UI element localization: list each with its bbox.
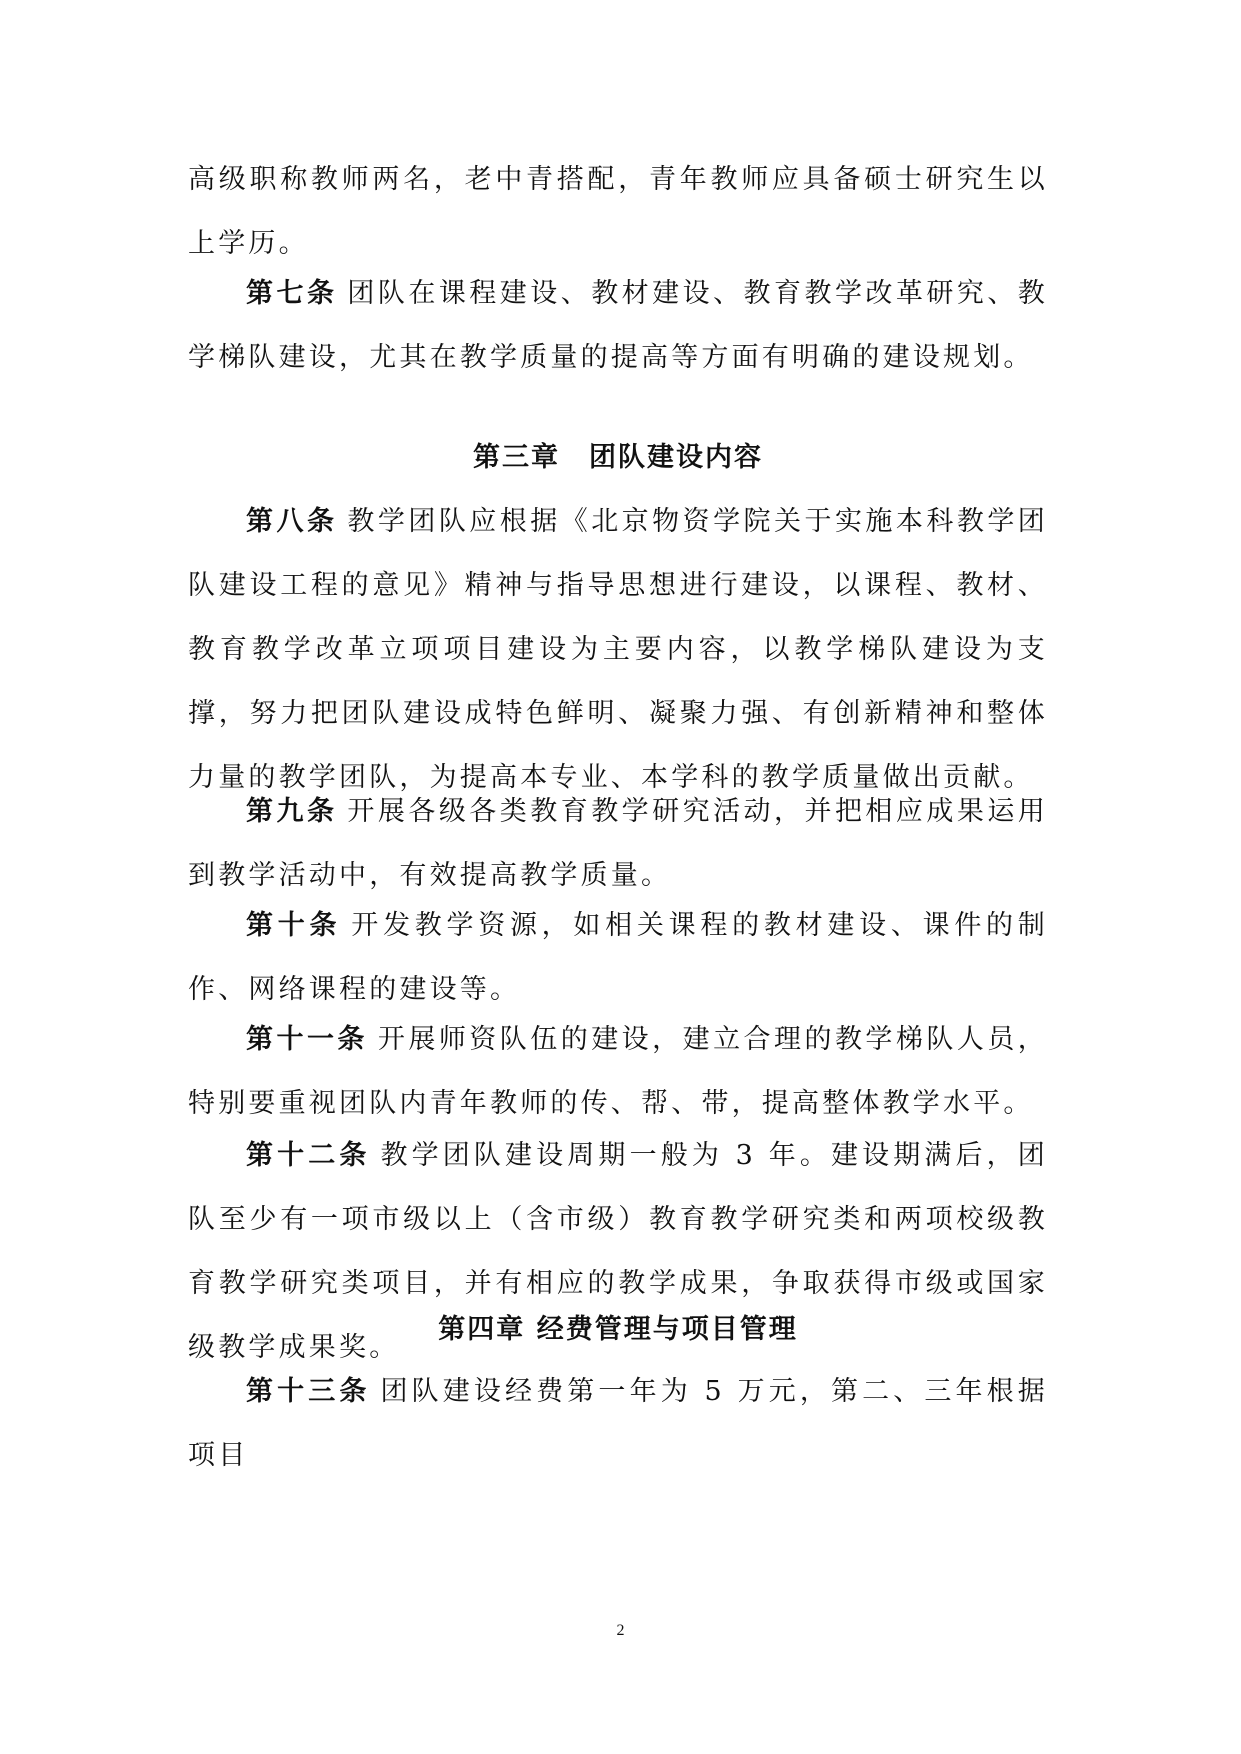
chapter-4-title: 第四章 经费管理与项目管理	[438, 1314, 798, 1345]
continuation-paragraph	[188, 148, 1048, 276]
article-10	[188, 894, 1048, 1022]
article-7	[188, 262, 1048, 390]
article-9-text: 开展各级各类教育教学研究活动，并把相应成果运用到教学活动中，有效提高教学质量。	[188, 796, 1048, 891]
continuation-text: 高级职称教师两名，老中青搭配，青年教师应具备硕士研究生以上学历。	[188, 164, 1048, 259]
article-10-label: 第十条	[246, 910, 342, 941]
article-12-label: 第十二条	[246, 1140, 371, 1171]
article-7-text: 团队在课程建设、教材建设、教育教学改革研究、教学梯队建设，尤其在教学质量的提高等方面有明确的建设规划。	[188, 278, 1048, 373]
article-13-text: 团队建设经费第一年为 5 万元，第二、三年根据项目	[188, 1376, 1048, 1471]
article-9	[188, 780, 1048, 908]
article-9-label: 第九条	[246, 796, 338, 827]
article-8	[188, 490, 1048, 810]
page-number: 2	[616, 1622, 625, 1639]
article-13	[188, 1360, 1048, 1488]
article-11-label: 第十一条	[246, 1024, 368, 1055]
chapter-3-title: 第三章 团队建设内容	[473, 442, 763, 473]
article-13-label: 第十三条	[246, 1376, 371, 1407]
article-10-text: 开发教学资源，如相关课程的教材建设、课件的制作、网络课程的建设等。	[188, 910, 1048, 1005]
article-11	[188, 1008, 1048, 1136]
article-7-label: 第七条	[246, 278, 338, 309]
article-11-text: 开展师资队伍的建设，建立合理的教学梯队人员，特别要重视团队内青年教师的传、帮、带，提高整体教学水平。	[188, 1024, 1048, 1119]
article-8-text: 教学团队应根据《北京物资学院关于实施本科教学团队建设工程的意见》精神与指导思想进行建设，以课程、教材、教育教学改革立项项目建设为主要内容，以教学梯队建设为支撑，努力把团队建设成特色鲜明、凝聚力强、有创新精神和整体力量的教学团队，为提高本专业、本学科的教学质量做出贡献。	[188, 506, 1048, 793]
article-12-text: 教学团队建设周期一般为 3 年。建设期满后，团队至少有一项市级以上（含市级）教育教学研究类和两项校级教育教学研究类项目，并有相应的教学成果，争取获得市级或国家级教学成果奖。	[188, 1140, 1048, 1363]
article-8-label: 第八条	[246, 506, 338, 537]
